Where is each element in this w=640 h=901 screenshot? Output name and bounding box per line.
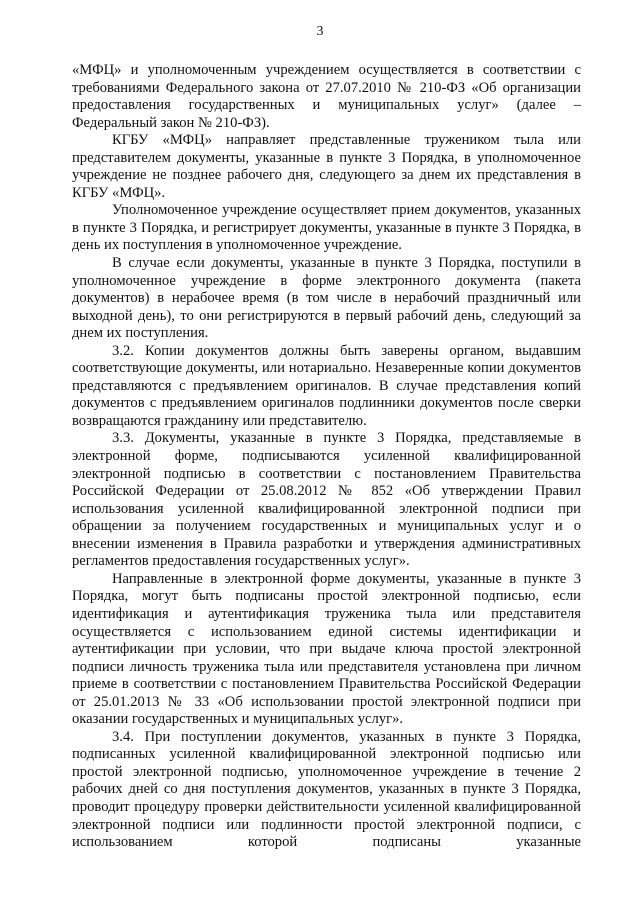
paragraph-3: Уполномоченное учреждение осуществляет прием документов, указанных в пункте 3 Порядка, и регистрирует документы, указанные в пункте 3 Порядка, в день их поступления в уполномоченное учреждение.: [72, 202, 581, 254]
paragraph-7: Направленные в электронной форме документы, указанные в пункте 3 Порядка, могут быть подписаны простой электронной подписью, если идентификация и аутентификация труженика тыла или представителя осуществляется с использованием единой системы идентификации и аутентификации при условии, что при выдаче ключа простой электронной подписи личность труженика тыла или представителя установлена при личном приеме в соответствии с постановлением Правительства Российской Федерации от 25.01.2013 № 33 «Об использовании простой электронной подписи при оказании государственных и муниципальных услуг».: [72, 570, 581, 728]
paragraph-2: КГБУ «МФЦ» направляет представленные тружеником тыла или представителем документы, указанные в пункте 3 Порядка, в уполномоченное учреждение не позднее рабочего дня, следующего за днем их представления в КГБУ «МФЦ».: [72, 132, 581, 201]
page-number: 3: [316, 24, 324, 39]
paragraph-8-section-3-4: 3.4. При поступлении документов, указанных в пункте 3 Порядка, подписанных усиленной квалифицированной электронной подписью или простой электронной подписью, уполномоченное учреждение в течение 2 рабочих дней со дня поступления документов, указанных в пункте 3 Порядка, проводит процедуру проверки действительности усиленной квалифицированной электронной подписи или подлинности простой электронной подписи, с использованием которой подписаны указанные: [72, 728, 581, 851]
paragraph-5-section-3-2: 3.2. Копии документов должны быть заверены органом, выдавшим соответствующие документы, или нотариально. Незаверенные копии документов представляются с предъявлением оригиналов. В случае представления копий документов с предъявлением оригиналов подлинники документов после сверки возвращаются гражданину или представителю.: [72, 342, 581, 429]
paragraph-6-section-3-3: 3.3. Документы, указанные в пункте 3 Порядка, представляемые в электронной форме, подписываются усиленной квалифицированной электронной подписью в соответствии с постановлением Правительства Российской Федерации от 25.08.2012 № 852 «Об утверждении Правил использования усиленной квалифицированной электронной подписи при обращении за получением государственных и муниципальных услуг и о внесении изменения в Правила разработки и утверждения административных регламентов предоставления государственных услуг».: [72, 430, 581, 570]
document-body: [72, 62, 581, 852]
paragraph-4: В случае если документы, указанные в пункте 3 Порядка, поступили в уполномоченное учреждение в форме электронного документа (пакета документов) в нерабочее время (в том числе в нерабочий праздничный или выходной день), то они регистрируются в первый рабочий день, следующий за днем их поступления.: [72, 255, 581, 342]
paragraph-1: «МФЦ» и уполномоченным учреждением осуществляется в соответствии с требованиями Федерального закона от 27.07.2010 № 210-ФЗ «Об организации предоставления государственных и муниципальных услуг» (далее – Федеральный закон № 210-ФЗ).: [72, 62, 581, 131]
